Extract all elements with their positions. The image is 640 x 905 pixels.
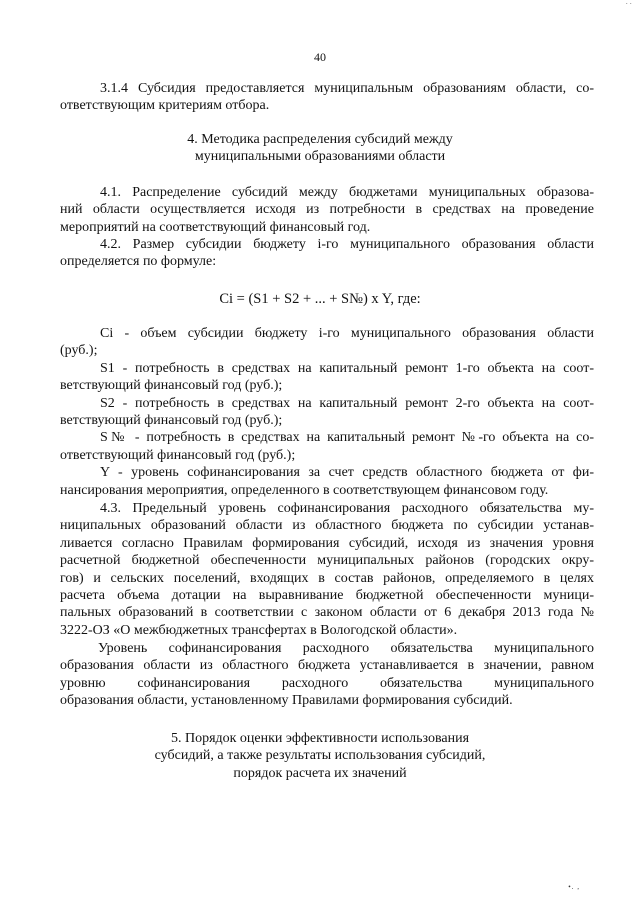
scan-artifact: · · <box>625 0 632 8</box>
text-line: уровню софинансирования расходного обязательства муниципального <box>60 675 594 691</box>
text-line: определяется по формуле: <box>60 254 217 270</box>
definition-line: Ci - объем субсидии бюджету i-го муниципального образования области <box>100 326 594 341</box>
heading-line: муниципальными образованиями области <box>194 149 446 165</box>
paragraph-4-3 <box>60 500 594 639</box>
text-line: ний области осуществляется исходя из потребности в средствах на проведение <box>60 202 594 218</box>
definition-line: ответствующий финансовый год (руб.); <box>60 447 296 463</box>
text-line: образования области из областного бюджета устанавливается в значении, равном <box>60 658 594 674</box>
text-line: мероприятий на соответствующий финансовый год. <box>60 219 371 235</box>
text-line: расчетной бюджетной обеспеченности муниципальных районов (городских окру- <box>60 553 594 569</box>
text-line: Уровень софинансирования расходного обязательства муниципального <box>98 641 594 656</box>
text-line: ниципальных образований области из областного бюджета по субсидии устанав- <box>60 518 594 534</box>
text-line: 4.1. Распределение субсидий между бюджетами муниципальных образова- <box>100 185 594 200</box>
text-line: 3222-ОЗ «О межбюджетных трансфертах в Вологодской области». <box>60 622 458 638</box>
page-number: 40 <box>314 50 326 64</box>
paragraph-4-2 <box>60 236 594 271</box>
definition-line: S№ - потребность в средствах на капитальный ремонт №-го объекта на со- <box>100 430 594 446</box>
heading-line: 5. Порядок оценки эффективности использования <box>170 731 470 746</box>
scan-artifact: •. , <box>568 883 580 891</box>
definition-line: Y - уровень софинансирования за счет средств областного бюджета от фи- <box>100 465 594 481</box>
text-line: ответствующим критериям отбора. <box>60 98 270 114</box>
heading-line: субсидий, а также результаты использования субсидий, <box>154 748 486 764</box>
definition-line: (руб.); <box>60 343 98 359</box>
paragraph-4-1 <box>60 184 594 236</box>
text-line: ливается согласно Правилам формирования субсидий, исходя из значения уровня <box>60 535 594 551</box>
text-line: гов) и сельских поселений, входящих в состав районов, определяемого в целях <box>60 570 594 586</box>
definitions-list <box>60 325 594 499</box>
text-line: образования области, установленному Правилами формирования субсидий. <box>60 693 513 709</box>
text-line: 3.1.4 Субсидия предоставляется муниципальным образованиям области, со- <box>100 81 594 96</box>
heading-line: порядок расчета их значений <box>233 765 407 781</box>
paragraph-3-1-4 <box>60 80 594 115</box>
definition-line: ветствующий финансовый год (руб.); <box>60 413 283 429</box>
section-4-heading <box>0 131 640 166</box>
definition-line: ветствующий финансовый год (руб.); <box>60 378 283 394</box>
definition-line: S1 - потребность в средствах на капитальный ремонт 1-го объекта на соот- <box>100 360 594 376</box>
definition-line: нансирования мероприятия, определенного в соответствующем финансовом году. <box>60 482 549 498</box>
definition-line: S2 - потребность в средствах на капитальный ремонт 2-го объекта на соот- <box>100 395 594 411</box>
section-5-heading <box>0 730 640 782</box>
text-line: 4.3. Предельный уровень софинансирования расходного обязательства му- <box>100 501 594 516</box>
text-line: пальных образований в соответствии с законом области от 6 декабря 2013 года № <box>60 605 594 621</box>
text-line: 4.2. Размер субсидии бюджету i-го муниципального образования области <box>100 237 594 252</box>
heading-line: 4. Методика распределения субсидий между <box>187 132 453 147</box>
paragraph-cofinancing-level <box>60 640 594 710</box>
formula: Ci = (S1 + S2 + ... + S№) x Y, где: <box>219 291 421 307</box>
text-line: расчета объема дотации на выравнивание бюджетной обеспеченности муници- <box>60 588 594 604</box>
